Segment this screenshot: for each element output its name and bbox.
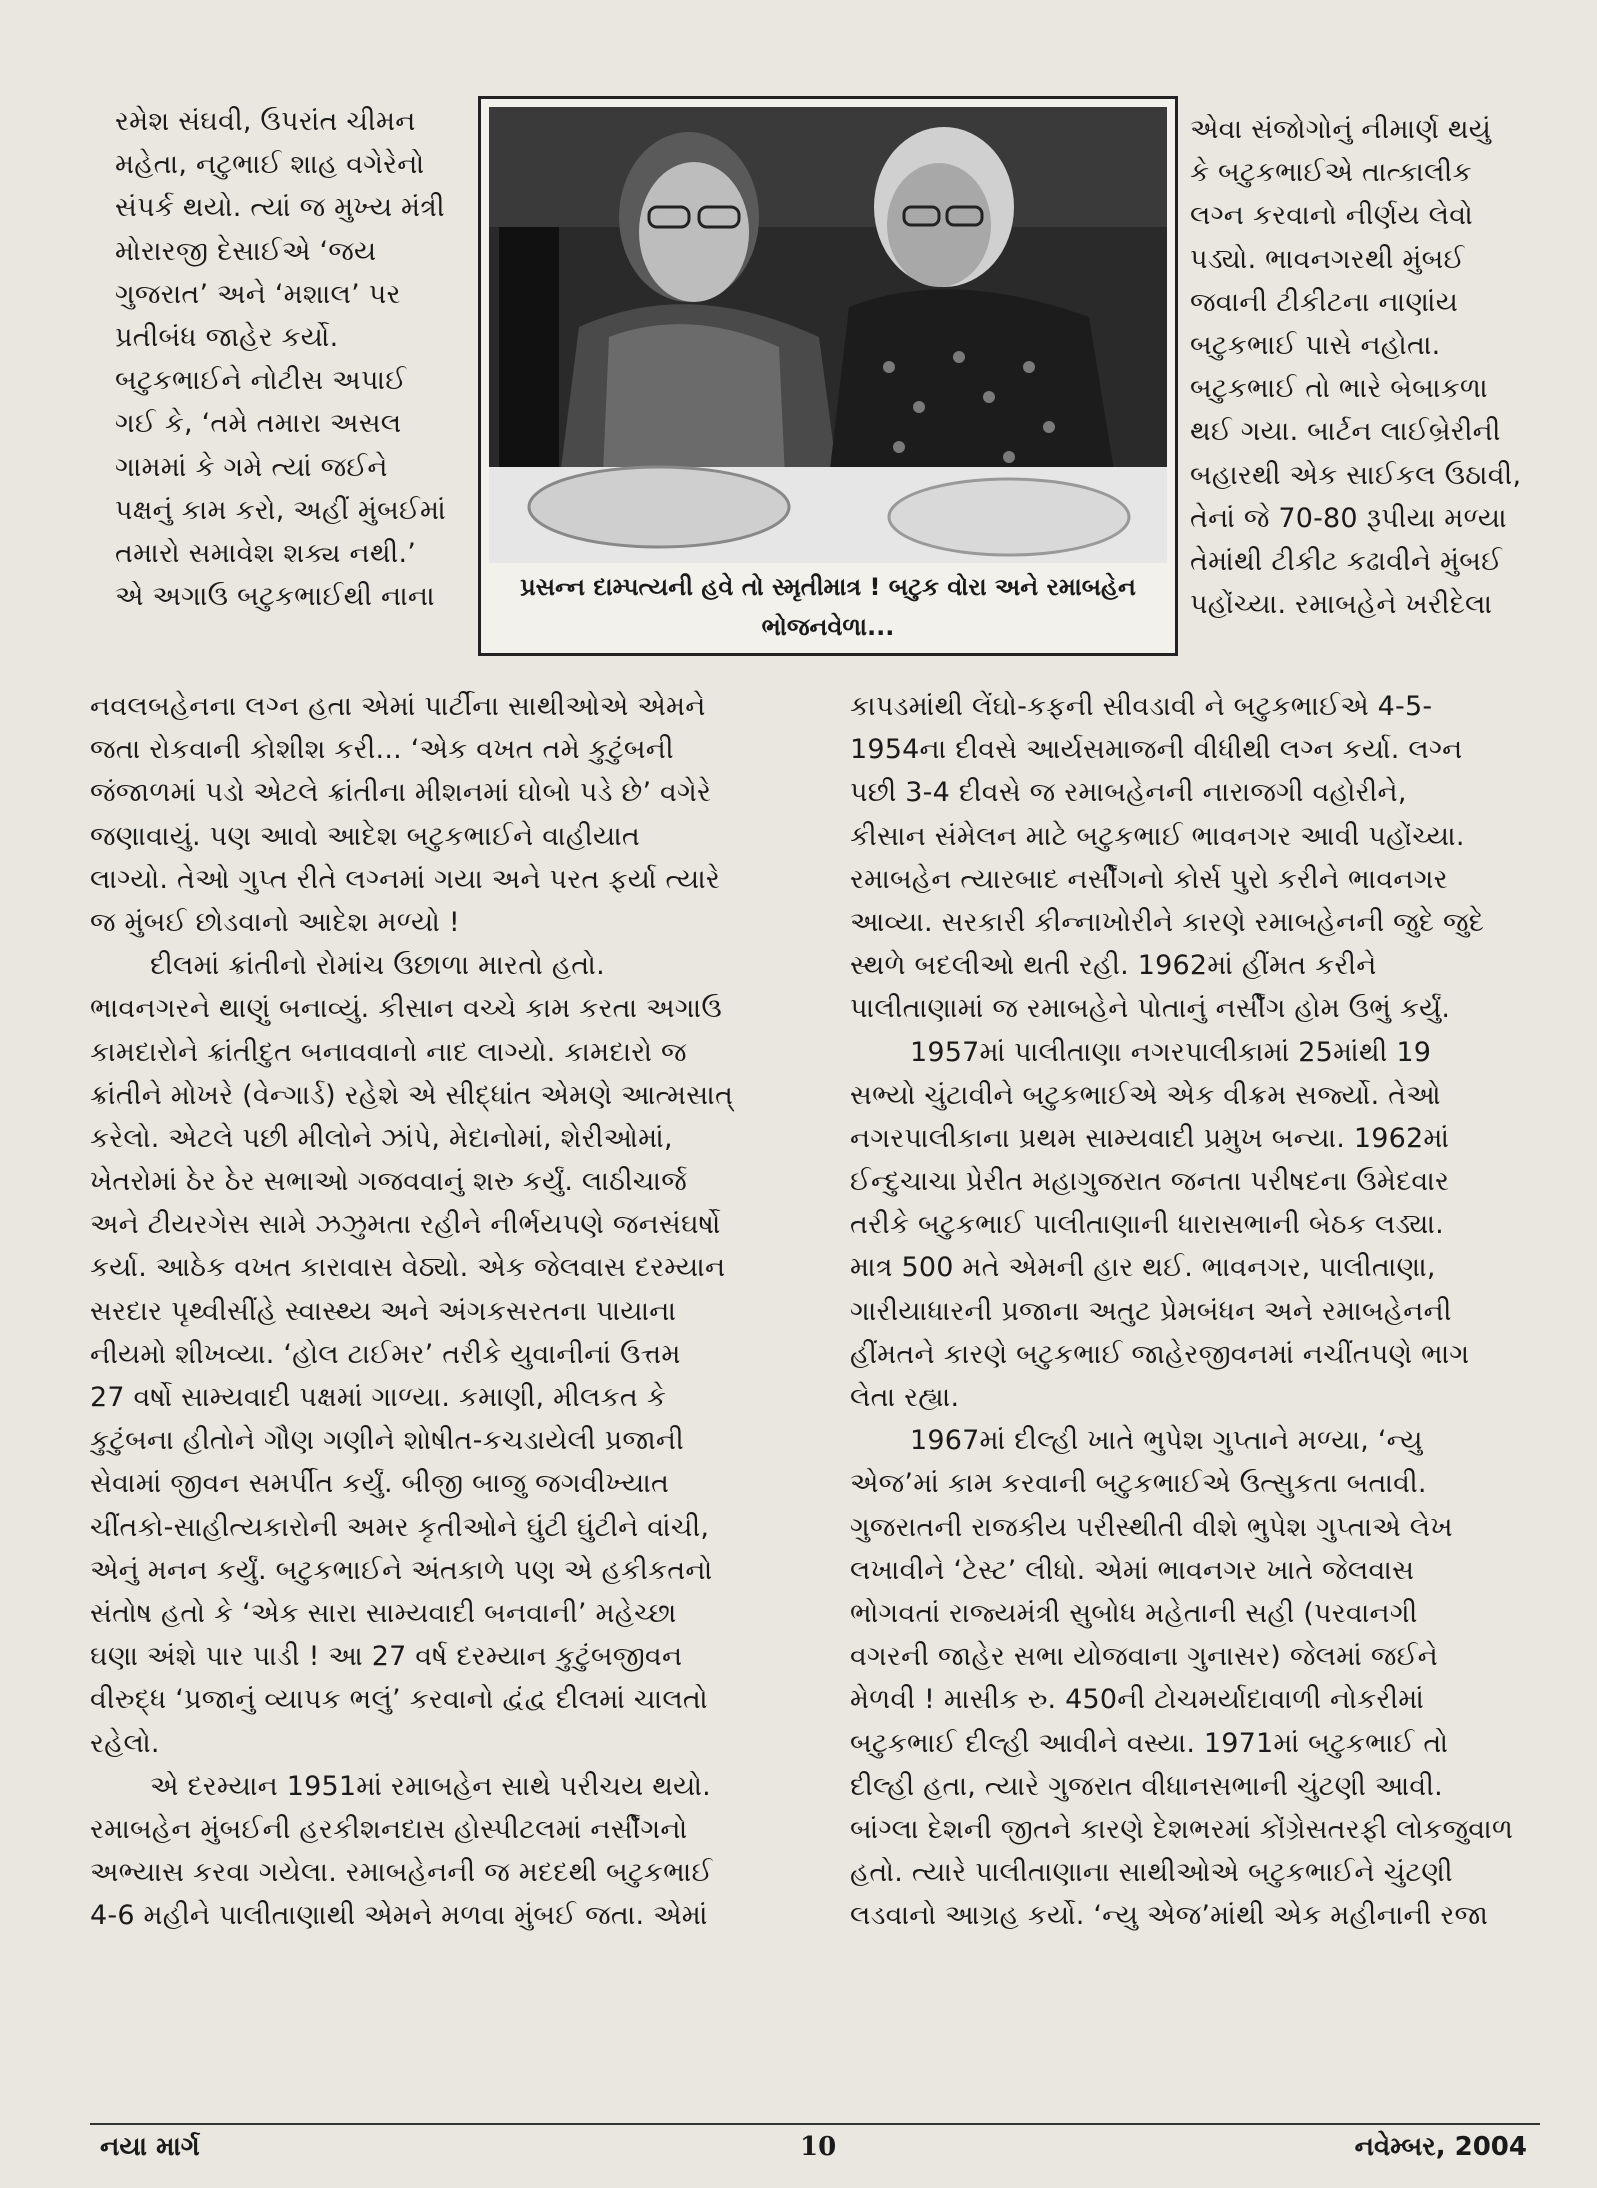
text-line: માત્ર 500 મતે એમની હાર થઈ. ભાવનગર, પાલીતાણા, bbox=[850, 1252, 1436, 1284]
text-line: પ્રતીબંધ જાહેર કર્યો. bbox=[115, 321, 339, 353]
text-line: 27 વર્ષો સામ્યવાદી પક્ષમાં ગાળ્યા. કમાણી, મીલકત કે bbox=[90, 1382, 667, 1413]
text-line: દીલ્હી હતા, ત્યારે ગુજરાત વીધાનસભાની ચુંટણી આવી. bbox=[850, 1770, 1443, 1802]
photo-caption bbox=[489, 567, 1167, 647]
text-line: મેળવી ! માસીક રુ. 450ની ટોચમર્યાદાવાળી નોકરીમાં bbox=[850, 1684, 1425, 1716]
text-line: કીસાન સંમેલન માટે બટુકભાઈ ભાવનગર આવી પહોંચ્યા. bbox=[850, 820, 1465, 852]
text-line: નગરપાલીકાના પ્રથમ સામ્યવાદી પ્રમુખ બન્યા. 1962માં bbox=[850, 1122, 1450, 1154]
text-line: બટુકભાઈ પાસે નહોતા. bbox=[1190, 329, 1441, 361]
text-line: આવ્યા. સરકારી કીન્નાખોરીને કારણે રમાબહેનની જુદે જુદે bbox=[850, 906, 1485, 938]
text-line: કરેલો. એટલે પછી મીલોને ઝાંપે, મેદાનોમાં, શેરીઓમાં, bbox=[90, 1122, 673, 1154]
text-line: ક્રાંતીને મોખરે (વેન્ગાર્ડ) રહેશે એ સીદ્ધાંત એમણે આત્મસાત્ bbox=[90, 1079, 734, 1111]
text-line: અભ્યાસ કરવા ગયેલા. રમાબહેનની જ મદદથી બટુકભાઈ bbox=[90, 1857, 713, 1889]
text-line: લડવાનો આગ્રહ કર્યો. ‘ન્યુ એજ’માંથી એક મહીનાની રજા bbox=[850, 1900, 1489, 1932]
text-line: સંપર્ક થયો. ત્યાં જ મુખ્ય મંત્રી bbox=[115, 192, 445, 224]
text-line: લેતા રહ્યા. bbox=[850, 1382, 960, 1413]
text-line: વગરની જાહેર સભા યોજવાના ગુનાસર) જેલમાં જઈને bbox=[850, 1641, 1438, 1673]
footer-rule bbox=[90, 2123, 1540, 2125]
text-line: સંતોષ હતો કે ‘એક સારા સામ્યવાદી બનવાની’ મહેચ્છા bbox=[90, 1597, 677, 1629]
text-line: 1954ના દીવસે આર્યસમાજની વીધીથી લગ્ન કર્યા. લગ્ન bbox=[850, 734, 1463, 766]
text-line: જણાવાયું. પણ આવો આદેશ બટુકભાઈને વાહીયાત bbox=[90, 820, 640, 852]
text-line: કામદારોને ક્રાંતીદુત બનાવવાનો નાદ લાગ્યો. કામદારો જ bbox=[90, 1036, 687, 1068]
right-main-column bbox=[850, 685, 1540, 1937]
text-line: 4-6 મહીને પાલીતાણાથી એમને મળવા મુંબઈ જતા. એમાં bbox=[90, 1900, 708, 1932]
text-line: 1967માં દીલ્હી ખાતે ભુપેશ ગુપ્તાને મળ્યા, ‘ન્યુ bbox=[910, 1425, 1423, 1457]
text-line: હતો. ત્યારે પાલીતાણાના સાથીઓએ બટુકભાઈને ચુંટણી bbox=[850, 1857, 1453, 1889]
text-line: થઈ ગયા. બાર્ટન લાઈબ્રેરીની bbox=[1190, 416, 1501, 448]
photo-caption-line1: પ્રસન્ન દામ્પત્યની હવે તો સ્મૃતીમાત્ર ! બટુક વોરા અને રમાબહેન bbox=[520, 573, 1136, 601]
text-line: ભાવનગરને થાણું બનાવ્યું. કીસાન વચ્ચે કામ કરતા અગાઉ bbox=[90, 993, 722, 1025]
text-line: તેનાં જે 70-80 રૂપીયા મળ્યા bbox=[1190, 502, 1507, 534]
text-line: જવાની ટીકીટના નાણાંય bbox=[1190, 286, 1459, 318]
text-line: ઘણા અંશે પાર પાડી ! આ 27 વર્ષ દરમ્યાન કુટુંબજીવન bbox=[90, 1641, 683, 1673]
text-line: બટુકભાઈ તો ભારે બેબાકળા bbox=[1190, 373, 1488, 405]
text-line: બટુકભાઈને નોટીસ અપાઈ bbox=[115, 365, 407, 397]
couple-photo bbox=[489, 107, 1167, 563]
text-line: દીલમાં ક્રાંતીનો રોમાંચ ઉછાળા મારતો હતો. bbox=[150, 950, 605, 982]
text-line: લાગ્યો. તેઓ ગુપ્ત રીતે લગ્નમાં ગયા અને પરત ફર્યા ત્યારે bbox=[90, 863, 721, 895]
text-line: ચીંતકો-સાહીત્યકારોની અમર કૃતીઓને ઘુંટી ઘુંટીને વાંચી, bbox=[90, 1511, 710, 1543]
text-line: જતા રોકવાની કોશીશ કરી... ‘એક વખત તમે કુટુંબની bbox=[90, 734, 674, 766]
text-line: ગુજરાત’ અને ‘મશાલ’ પર bbox=[115, 278, 401, 310]
text-line: લગ્ન કરવાનો નીર્ણય લેવો bbox=[1190, 200, 1474, 232]
footer-magazine-name: નયા માર્ગ bbox=[100, 2132, 200, 2162]
text-line: એવા સંજોગોનું નીમાર્ણ થયું bbox=[1190, 114, 1492, 145]
text-line: કુટુંબના હીતોને ગૌણ ગણીને શોષીત-કચડાયેલી પ્રજાની bbox=[90, 1425, 684, 1457]
text-line: પડ્યો. ભાવનગરથી મુંબઈ bbox=[1190, 243, 1465, 275]
text-line: બહારથી એક સાઈકલ ઉઠાવી, bbox=[1190, 459, 1522, 491]
text-line: ગારીયાધારની પ્રજાના અતુટ પ્રેમબંધન અને રમાબહેનની bbox=[850, 1295, 1452, 1327]
text-line: સરદાર પૃથ્વીસીંહે સ્વાસ્થ્ય અને અંગકસરતના પાયાના bbox=[90, 1295, 677, 1327]
text-line: એ દરમ્યાન 1951માં રમાબહેન સાથે પરીચય થયો. bbox=[150, 1770, 711, 1802]
text-line: વીરુદ્ધ ‘પ્રજાનું વ્યાપક ભલું’ કરવાનો દ્વંદ્વ દીલમાં ચાલતો bbox=[90, 1684, 708, 1716]
text-line: તરીકે બટુકભાઈ પાલીતાણાની ધારાસભાની બેઠક લડ્યા. bbox=[850, 1209, 1444, 1241]
text-line: રહેલો. bbox=[90, 1727, 160, 1759]
text-line: બાંગ્લા દેશની જીતને કારણે દેશભરમાં કોંગ્રેસતરફી લોકજુવાળ bbox=[850, 1813, 1514, 1845]
text-line: પછી 3-4 દીવસે જ રમાબહેનની નારાજગી વહોરીને, bbox=[850, 777, 1407, 809]
text-line: કે બટુકભાઈએ તાત્કાલીક bbox=[1190, 157, 1472, 189]
text-line: જ મુંબઈ છોડવાનો આદેશ મળ્યો ! bbox=[90, 906, 460, 938]
text-line: ભોગવતાં રાજ્યમંત્રી સુબોધ મહેતાની સહી (પરવાનગી bbox=[850, 1597, 1418, 1629]
text-line: રમાબહેન ત્યારબાદ નર્સીંગનો કોર્સ પુરો કરીને ભાવનગર bbox=[850, 863, 1448, 895]
text-line: બટુકભાઈ દીલ્હી આવીને વસ્યા. 1971માં બટુકભાઈ તો bbox=[850, 1727, 1449, 1759]
text-line: મહેતા, નટુભાઈ શાહ વગેરેનો bbox=[115, 149, 425, 181]
text-line: લખાવીને ‘ટેસ્ટ’ લીધો. એમાં ભાવનગર ખાતે જેલવાસ bbox=[850, 1554, 1415, 1586]
text-line: નવલબહેનના લગ્ન હતા એમાં પાર્ટીના સાથીઓએ એમને bbox=[90, 691, 706, 722]
text-line: ખેતરોમાં ઠેર ઠેર સભાઓ ગજવવાનું શરુ કર્યું. લાઠીચાર્જ bbox=[90, 1166, 687, 1198]
left-main-column bbox=[90, 685, 815, 1937]
photo-box bbox=[478, 96, 1178, 656]
couple-photo-illustration bbox=[489, 107, 1167, 563]
text-line: તમારો સમાવેશ શક્ય નથી.’ bbox=[115, 537, 417, 569]
text-line: રમાબહેન મુંબઈની હરકીશનદાસ હોસ્પીટલમાં નર્સીંગનો bbox=[90, 1813, 688, 1845]
text-line: હીંમતને કારણે બટુકભાઈ જાહેરજીવનમાં નચીંતપણે ભાગ bbox=[850, 1338, 1470, 1370]
text-line: કર્યા. આઠેક વખત કારાવાસ વેઠ્યો. એક જેલવાસ દરમ્યાન bbox=[90, 1252, 726, 1284]
text-line: એ અગાઉ બટુકભાઈથી નાના bbox=[115, 581, 435, 613]
text-line: રમેશ સંઘવી, ઉપરાંત ચીમન bbox=[115, 106, 416, 137]
text-line: સેવામાં જીવન સમર્પીત કર્યું. બીજી બાજુ જગવીખ્યાત bbox=[90, 1468, 670, 1500]
text-line: ગુજરાતની રાજકીય પરીસ્થીતી વીશે ભુપેશ ગુપ્તાએ લેખ bbox=[850, 1511, 1453, 1543]
text-line: 1957માં પાલીતાણા નગરપાલીકામાં 25માંથી 19 bbox=[910, 1036, 1432, 1068]
text-line: તેમાંથી ટીકીટ કઢાવીને મુંબઈ bbox=[1190, 545, 1503, 577]
text-line: પાલીતાણામાં જ રમાબહેને પોતાનું નર્સીંગ હોમ ઉભું કર્યું. bbox=[850, 993, 1451, 1025]
text-line: ગઈ કે, ‘તમે તમારા અસલ bbox=[115, 408, 402, 440]
text-line: એજ’માં કામ કરવાની બટુકભાઈએ ઉત્સુકતા બતાવી. bbox=[850, 1468, 1427, 1500]
text-line: અને ટીયરગેસ સામે ઝઝુમતા રહીને નીર્ભયપણે જનસંઘર્ષો bbox=[90, 1209, 721, 1241]
text-line: સભ્યો ચુંટાવીને બટુકભાઈએ એક વીક્રમ સર્જ્યો. તેઓ bbox=[850, 1079, 1441, 1111]
text-line: સ્થળે બદલીઓ થતી રહી. 1962માં હીંમત કરીને bbox=[850, 950, 1377, 982]
photo-caption-line2: ભોજનવેળા... bbox=[761, 613, 895, 641]
text-line: મોરારજી દેસાઈએ ‘જય bbox=[115, 235, 377, 267]
text-line: ગામમાં કે ગમે ત્યાં જઈને bbox=[115, 451, 388, 483]
text-line: કાપડમાંથી લેંઘો-કફની સીવડાવી ને બટુકભાઈએ 4-5- bbox=[850, 691, 1433, 722]
footer-issue-date: નવેમ્બર, 2004 bbox=[1354, 2132, 1527, 2162]
right-top-column bbox=[1190, 108, 1545, 626]
text-line: જંજાળમાં પડો એટલે ક્રાંતીના મીશનમાં ઘોબો પડે છે’ વગેરે bbox=[90, 777, 712, 809]
text-line: ઈન્દુચાચા પ્રેરીત મહાગુજરાત જનતા પરીષદના ઉમેદવાર bbox=[850, 1166, 1450, 1198]
text-line: એનું મનન કર્યું. બટુકભાઈને અંતકાળે પણ એ હકીકતનો bbox=[90, 1554, 713, 1586]
text-line: નીયમો શીખવ્યા. ‘હોલ ટાઈમર’ તરીકે યુવાનીનાં ઉત્તમ bbox=[90, 1338, 681, 1370]
text-line: પક્ષનું કામ કરો, અહીં મુંબઈમાં bbox=[115, 494, 446, 526]
footer-page-number: 10 bbox=[800, 2132, 837, 2162]
left-top-column bbox=[115, 100, 490, 618]
text-line: પહોંચ્યા. રમાબહેને ખરીદેલા bbox=[1190, 589, 1493, 621]
